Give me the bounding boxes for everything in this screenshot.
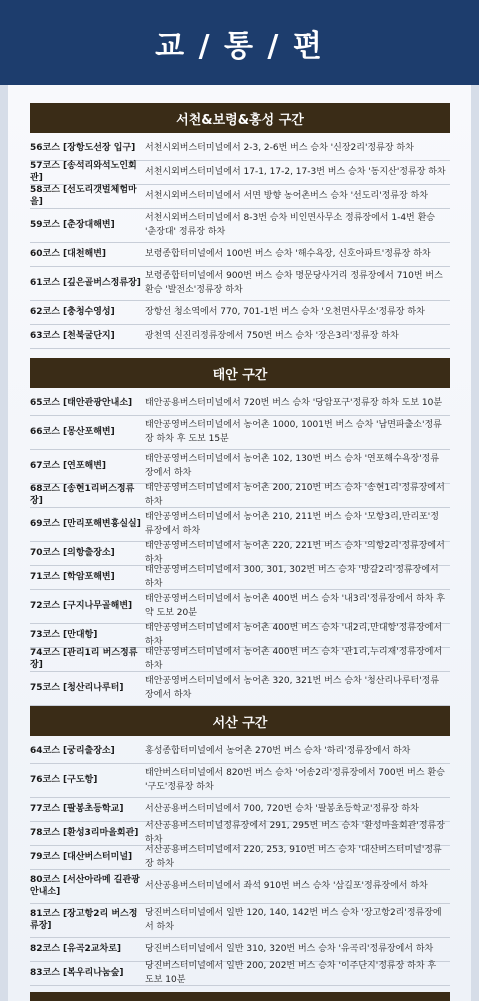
left-rail [0,85,8,1001]
route-row [30,764,450,798]
route-row [30,542,450,566]
route-row [30,137,450,161]
route-row [30,185,450,209]
route-row [30,822,450,846]
route-row [30,301,450,325]
route-description: 보령종합터미널에서 100번 버스 승차 '해수욕장, 신호아파트'정류장 하차 [145,248,431,259]
section-heading [30,358,450,388]
course-code: 77코스 [팔봉초등학교] [30,803,124,814]
course-code: 70코스 [의항출장소] [30,547,115,558]
route-description: 서산공용버스터미널에서 좌석 910번 버스 승차 '삼길포'정류장에서 하차 [145,880,428,891]
route-row [30,161,450,185]
route-description: 당진버스터미널에서 일반 120, 140, 142번 버스 승차 '장고항2리'정류장에서 하차 [145,908,442,932]
route-description: 태안공영버스터미널에서 농어촌 200, 210번 버스 승차 '송현1리'정류장에서 하차 [145,483,445,507]
route-row [30,416,450,450]
route-row [30,484,450,508]
course-code: 83코스 [복우리나눔숲] [30,967,124,978]
route-description: 태안공영버스터미널에서 농어촌 220, 221번 버스 승차 '의항2리'정류장에서 하차 [145,541,445,565]
route-description: 서천시외버스터미널에서 서면 방향 농어촌버스 승차 '선도리'정류장 하차 [145,190,428,201]
course-code: 66코스 [몽산포해변] [30,426,115,437]
route-description: 서산공용버스터미널에서 700, 720번 승차 '팔봉초등학교'정류장 하차 [145,803,419,814]
course-code: 73코스 [만대항] [30,629,98,640]
course-code: 80코스 [서산아라메 길관광안내소] [30,874,140,897]
route-row [30,648,450,672]
route-row [30,450,450,484]
bottom-section-band [30,992,450,1001]
course-code: 71코스 [학암포해변] [30,571,115,582]
route-description: 당진버스터미널에서 일반 310, 320번 버스 승차 '유곡리'정류장에서 하차 [145,943,434,954]
course-code: 69코스 [만리포해변흥실실] [30,518,141,529]
route-description: 태안공영버스터미널에서 농어촌 102, 130번 버스 승차 '연포해수욕장'정류장에서 하차 [145,454,440,478]
route-row [30,590,450,624]
course-code: 63코스 [천북굴단지] [30,330,115,341]
section-seosan [30,706,450,986]
route-row [30,904,450,938]
route-row [30,672,450,706]
course-code: 57코스 [송석리와석노인회관] [30,160,137,183]
route-description: 당진버스터미널에서 일반 200, 202번 버스 승차 '이주단지'정류장 하차 후 도보 10분 [145,961,437,985]
route-description: 태안공영버스터미널에서 300, 301, 302번 버스 승차 '방갈2리'정류장에서 하차 [145,565,439,589]
route-description: 서산공용버스터미널정류장에서 291, 295번 버스 승차 '환성마을회관'정류장 하차 [145,821,445,845]
course-code: 76코스 [구도항] [30,774,98,785]
section-taean [30,358,450,706]
course-code: 60코스 [대천해변] [30,248,107,259]
route-list [30,137,450,349]
section-heading-label: 서산 구간 [212,715,268,731]
route-row [30,508,450,542]
route-description: 태안공영버스터미널에서 농어촌 1000, 1001번 버스 승차 '남면파출소'정류장 하차 후 도보 15분 [145,420,442,444]
route-description: 서천시외버스터미널에서 2-3, 2-6번 버스 승차 '신장2리'정류장 하차 [145,142,414,153]
course-code: 61코스 [깊은골버스정류장] [30,277,141,288]
page-title: 교 / 통 / 편 [155,28,324,64]
route-description: 태안공영버스터미널에서 농어촌 400번 버스 승차 '관1리,누리재'정류장에서 하차 [145,647,443,671]
route-row [30,624,450,648]
course-code: 64코스 [궁리출장소] [30,745,115,756]
route-row [30,243,450,267]
course-code: 62코스 [충청수영성] [30,306,115,317]
course-code: 56코스 [장항도선장 입구] [30,142,136,153]
route-description: 광천역 신진리정류장에서 750번 버스 승차 '장은3리'정류장 하차 [145,330,399,341]
route-list [30,392,450,706]
route-row [30,325,450,349]
route-row [30,798,450,822]
route-description: 태안공영버스터미널에서 농어촌 210, 211번 버스 승차 '모항3리,만리포'정류장에서 하차 [145,512,439,536]
route-row [30,392,450,416]
course-code: 67코스 [연포해변] [30,460,107,471]
route-description: 태안공영버스터미널에서 농어촌 320, 321번 버스 승차 '청산리나루터'정류장에서 하차 [145,676,440,700]
course-code: 72코스 [구지나무골해변] [30,600,133,611]
section-heading [30,103,450,133]
route-row [30,962,450,986]
section-heading [30,706,450,736]
course-code: 58코스 [선도리갯벌체험마을] [30,184,137,207]
section-heading-label: 서천&보령&홍성 구간 [176,112,304,128]
route-row [30,846,450,870]
course-code: 75코스 [청산리나루터] [30,682,124,693]
course-code: 82코스 [유곡2교차로] [30,943,122,954]
course-code: 59코스 [춘장대해변] [30,219,115,230]
course-code: 79코스 [대산버스터미널] [30,851,133,862]
route-row [30,740,450,764]
route-description: 태안공영버스터미널에서 농어촌 400번 버스 승차 '내2리,만대항'정류장에서 하차 [145,623,443,647]
route-description: 태안버스터미널에서 820번 버스 승차 '어송2리'정류장에서 700번 버스 환승 '구도'정류장 하차 [145,768,445,792]
route-row [30,870,450,904]
route-description: 서천시외버스터미널에서 8-3번 승차 비인면사무소 정류장에서 1-4번 환승 '춘장대' 정류장 하차 [145,213,435,237]
route-description: 서천시외버스터미널에서 17-1, 17-2, 17-3번 버스 승차 '동지산'정류장 하차 [145,166,446,177]
right-rail [471,85,479,1001]
route-row [30,566,450,590]
route-description: 서산공용버스터미널에서 220, 253, 910번 버스 승차 '대산버스터미널'정류장 하차 [145,845,442,869]
section-seocheon-boryeong-hongseong [30,103,450,349]
route-description: 장항선 청소역에서 770, 701-1번 버스 승차 '오천면사무소'정류장 하차 [145,306,425,317]
route-description: 태안공영버스터미널에서 농어촌 400번 버스 승차 '내3리'정류장에서 하차 후 약 도보 20분 [145,594,446,618]
route-row [30,267,450,301]
route-description: 보령종합터미널에서 900번 버스 승차 명문당사거리 정류장에서 710번 버스 환승 '발전소'정류장 하차 [145,271,443,295]
route-description: 홍성종합터미널에서 농어촌 270번 버스 승차 '하리'정류장에서 하차 [145,745,411,756]
course-code: 78코스 [환성3리마을회관] [30,827,139,838]
route-description: 태안공용버스터미널에서 720번 버스 승차 '당암포구'정류장 하차 도보 10분 [145,397,443,408]
course-code: 65코스 [태안관광안내소] [30,397,133,408]
section-heading-label: 태안 구간 [212,367,268,383]
page-header [0,0,479,85]
route-list [30,740,450,986]
route-row [30,209,450,243]
course-code: 81코스 [장고항2리 버스정류장] [30,908,138,931]
course-code: 74코스 [관리1리 버스정류장] [30,647,138,670]
course-code: 68코스 [송현1리버스정류장] [30,483,135,506]
route-row [30,938,450,962]
